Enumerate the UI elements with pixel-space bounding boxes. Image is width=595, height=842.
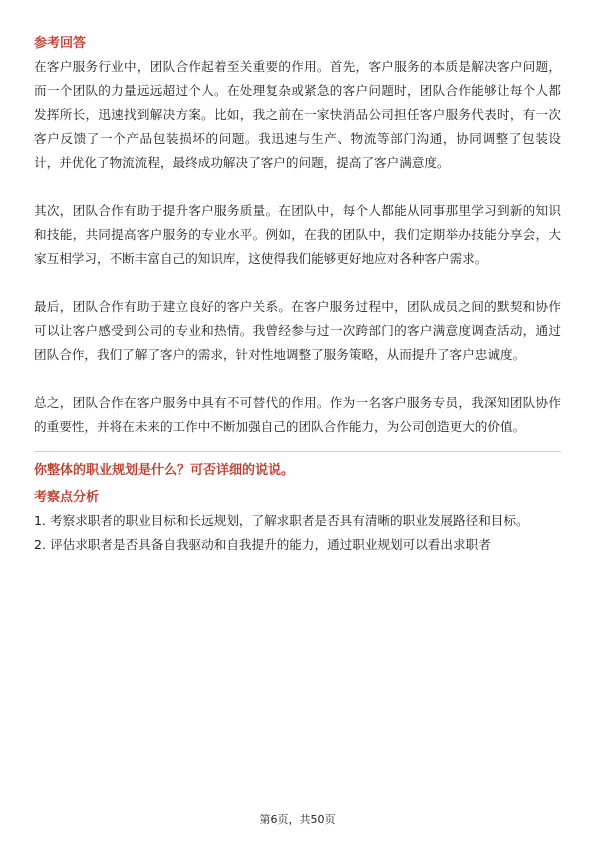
analysis-item-2: 2. 评估求职者是否具备自我驱动和自我提升的能力，通过职业规划可以看出求职者 [34,537,491,552]
analysis-heading: 考察点分析 [34,490,100,505]
paragraph-spacer [34,271,561,295]
answer-paragraph-4: 总之，团队合作在客户服务中具有不可替代的作用。作为一名客户服务专员，我深知团队协作的重要性，并将在未来的工作中不断加强自己的团队合作能力，为公司创造更大的价值。 [34,395,561,434]
paragraph-spacer [34,367,561,391]
question-title: 你整体的职业规划是什么？可否详细的说说。 [34,463,295,478]
section-divider [34,451,561,452]
paragraph-spacer [34,175,561,199]
page-number-footer: 第6页，共50页 [259,813,336,826]
page-content [34,34,561,557]
answer-paragraph-3: 最后，团队合作有助于建立良好的客户关系。在客户服务过程中，团队成员之间的默契和协作可以让客户感受到公司的专业和热情。我曾经参与过一次跨部门的客户满意度调查活动，通过团队合作，我们了解了客户的需求，针对性地调整了服务策略，从而提升了客户忠诚度。 [34,299,561,362]
answer-paragraph-1: 在客户服务行业中，团队合作起着至关重要的作用。首先，客户服务的本质是解决客户问题，而一个团队的力量远远超过个人。在处理复杂或紧急的客户问题时，团队合作能够让每个人都发挥所长，迅速找到解决方案。比如，我之前在一家快消品公司担任客户服务代表时，有一次客户反馈了一个产品包装损坏的问题。我迅速与生产、物流等部门沟通，协同调整了包装设计，并优化了物流流程，最终成功解决了客户的问题，提高了客户满意度。 [34,59,561,170]
reference-answer-heading: 参考回答 [34,36,87,51]
answer-paragraph-2: 其次，团队合作有助于提升客户服务质量。在团队中，每个人都能从同事那里学习到新的知识和技能，共同提高客户服务的专业水平。例如，在我的团队中，我们定期举办技能分享会，大家互相学习，不断丰富自己的知识库，这使得我们能够更好地应对各种客户需求。 [34,203,561,266]
analysis-item-1: 1. 考察求职者的职业目标和长远规划，了解求职者是否具有清晰的职业发展路径和目标。 [34,513,529,528]
